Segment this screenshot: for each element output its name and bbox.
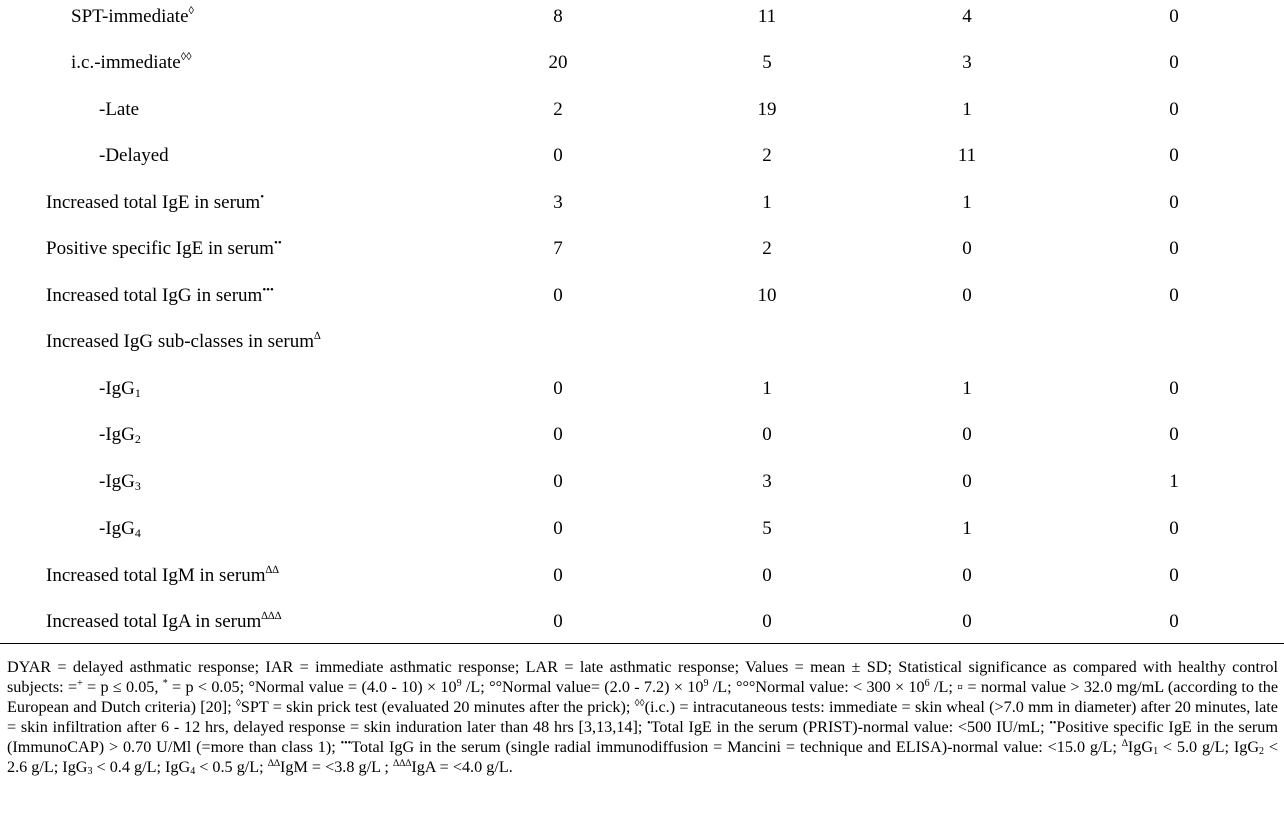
cell-value: 1 (962, 192, 972, 213)
cell-value: 1 (762, 378, 772, 399)
table-row (0, 48, 1284, 78)
cell-value: 0 (1169, 145, 1179, 166)
cell-value: 3 (762, 471, 772, 492)
cell-value: 0 (553, 518, 563, 539)
cell-value: 0 (762, 565, 772, 586)
table-row (0, 420, 1284, 450)
cell-value: 0 (962, 238, 972, 259)
cell-value: 0 (1169, 611, 1179, 632)
cell-value: 0 (553, 145, 563, 166)
table-row (0, 514, 1284, 544)
table-row (0, 141, 1284, 171)
cell-value: 0 (1169, 99, 1179, 120)
cell-value: 8 (553, 6, 563, 27)
cell-value: 0 (1169, 192, 1179, 213)
table-row (0, 95, 1284, 125)
table-row (0, 327, 1284, 357)
cell-value: 0 (553, 471, 563, 492)
cell-value: 2 (762, 145, 772, 166)
cell-value: 10 (757, 285, 777, 306)
cell-value: 1 (1169, 471, 1179, 492)
row-label: i.c.-immediate◊◊ (71, 51, 192, 73)
cell-value: 2 (553, 99, 563, 120)
row-label: -Delayed (99, 145, 169, 166)
row-label: -IgG$_3$ (99, 471, 141, 493)
cell-value: 0 (1169, 518, 1179, 539)
row-label: -Late (99, 99, 140, 120)
cell-value: 0 (1169, 238, 1179, 259)
cell-value: 0 (762, 611, 772, 632)
cell-value: 0 (553, 378, 563, 399)
table-row (0, 561, 1284, 591)
row-label: Increased total IgM in serum∆∆ (46, 564, 279, 586)
cell-value: 1 (962, 518, 972, 539)
cell-value: 0 (1169, 565, 1179, 586)
cell-value: 0 (962, 565, 972, 586)
row-label: Increased total IgA in serum∆∆∆ (46, 610, 282, 632)
cell-value: 7 (553, 238, 563, 259)
cell-value: 0 (962, 285, 972, 306)
cell-value: 0 (962, 424, 972, 445)
cell-value: 0 (962, 611, 972, 632)
cell-value: 5 (762, 52, 772, 73)
table-row (0, 188, 1284, 218)
row-label: Positive specific IgE in serum•• (46, 237, 282, 259)
cell-value: 20 (548, 52, 568, 73)
table-footnote: DYAR = delayed asthmatic response; IAR = immediate asthmatic response; LAR = late asthmatic response; Values = mean ± SD; Statistical significance as compared with healthy control subjects: =+ = p ≤ 0.05, * = p < 0.05; °Normal value = $(4.0 - 10) \times 10^9$ /L; °°Normal value= $(2.0 - 7.2) \times 10^9$ /L; °°°Normal value: < $300 \times 10^6$ /L; ▫ = normal value > 32.0 mg/mL (according to the European and Dutch criteria) [20]; ◊SPT = skin prick test (evaluated 20 minutes after the prick); ◊◊(i.c.) = intracutaneous tests: immediate = skin wheal (>7.0 mm in diameter) after 20 minutes, late = skin infiltration after 6 - 12 hrs, delayed response = skin induration later than 48 hrs [3,13,14]; •Total IgE in the serum (PRIST)-normal value: <500 IU/mL; ••Positive specific IgE in the serum (ImmunoCAP) > 0.70 U/Ml (=more than class 1); •••Total IgG in the serum (single radial immunodiffusion = Mancini = technique and ELISA)-normal value: <15.0 g/L; ∆IgG$_1$ < 5.0 g/L; IgG$_2$ < 2.6 g/L; IgG$_3$ < 0.4 g/L; IgG$_4$ < 0.5 g/L; ∆∆IgM = <3.8 g/L ; ∆∆∆IgA = <4.0 g/L. (7, 658, 1279, 777)
table-row (0, 234, 1284, 264)
row-label: -IgG$_2$ (99, 424, 141, 446)
cell-value: 1 (962, 378, 972, 399)
row-label: Increased total IgG in serum••• (46, 284, 274, 306)
table-row (0, 374, 1284, 404)
row-label: -IgG$_4$ (99, 518, 141, 540)
cell-value: 0 (553, 611, 563, 632)
cell-value: 1 (762, 192, 772, 213)
table-bottom-rule (0, 643, 1284, 644)
cell-value: 0 (1169, 52, 1179, 73)
cell-value: 0 (962, 471, 972, 492)
table-row (0, 467, 1284, 497)
cell-value: 0 (1169, 378, 1179, 399)
cell-value: 0 (553, 424, 563, 445)
table-row (0, 607, 1284, 637)
cell-value: 0 (553, 565, 563, 586)
cell-value: 4 (962, 6, 972, 27)
cell-value: 11 (757, 6, 777, 27)
cell-value: 19 (757, 99, 777, 120)
table-row (0, 281, 1284, 311)
cell-value: 0 (553, 285, 563, 306)
cell-value: 5 (762, 518, 772, 539)
cell-value: 0 (1169, 285, 1179, 306)
row-label: Increased IgG sub-classes in serum∆ (46, 330, 321, 352)
cell-value: 1 (962, 99, 972, 120)
cell-value: 11 (957, 145, 977, 166)
row-label: -IgG$_1$ (99, 378, 141, 400)
row-label: Increased total IgE in serum• (46, 191, 265, 213)
row-label: SPT-immediate◊ (71, 5, 194, 27)
cell-value: 3 (962, 52, 972, 73)
cell-value: 3 (553, 192, 563, 213)
cell-value: 2 (762, 238, 772, 259)
cell-value: 0 (1169, 424, 1179, 445)
cell-value: 0 (762, 424, 772, 445)
table-row (0, 2, 1284, 32)
cell-value: 0 (1169, 6, 1179, 27)
